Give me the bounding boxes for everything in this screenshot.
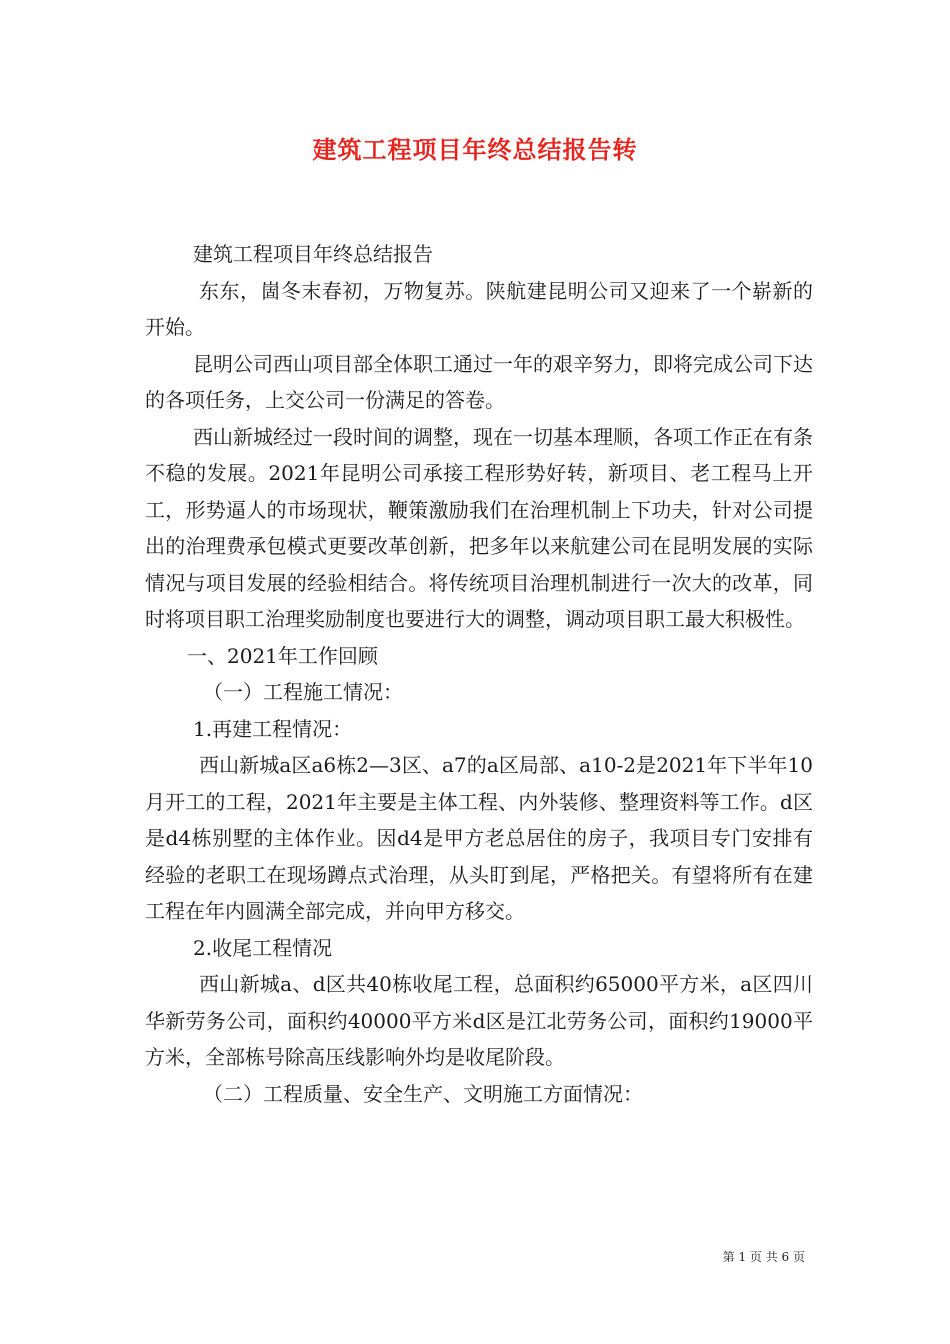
item-heading-finishing: 2.收尾工程情况 [193,935,333,960]
paragraph-intro: 东东，崮冬末春初，万物复苏。陕航建昆明公司又迎来了一个崭新的开始。 [145,278,813,339]
paragraph-team: 昆明公司西山项目部全体职工通过一年的艰辛努力，即将完成公司下达的各项任务，上交公司一份满足的答卷。 [145,351,813,412]
report-heading: 建筑工程项目年终总结报告 [193,242,433,266]
paragraph-ongoing: 西山新城a区a6栋2—3区、a7的a区局部、a10-2是2021年下半年10月开工的工程，2021年主要是主体工程、内外装修、整理资料等工作。d区是d4栋别墅的主体作业。因d4是甲方老总居住的房子，我项目专门安排有经验的老职工在现场蹲点式治理，从头盯到尾，严格把关。有望将所有在建工程在年内圆满全部完成，并向甲方移交。 [145,753,813,923]
item-heading-ongoing: 1.再建工程情况： [193,716,353,741]
subsection-heading-construction: （一）工程施工情况： [203,680,403,704]
document-title: 建筑工程项目年终总结报告转 [312,135,638,164]
paragraph-situation: 西山新城经过一段时间的调整，现在一切基本理顺，各项工作正在有条不稳的发展。2021年昆明公司承接工程形势好转，新项目、老工程马上开工，形势逼人的市场现状，鞭策激励我们在治理机制上下功夫，针对公司提出的治理费承包模式更要改革创新，把多年以来航建公司在昆明发展的实际情况与项目发展的经验相结合。将传统项目治理机制进行一次大的改革，同时将项目职工治理奖励制度也要进行大的调整，调动项目职工最大积极性。 [145,424,813,631]
document-body [145,236,813,1112]
page-number: 第 1 页 共 6 页 [722,1250,805,1264]
section-heading-review: 一、2021年工作回顾 [187,643,378,668]
paragraph-finishing: 西山新城a、d区共40栋收尾工程，总面积约65000平方米，a区四川华新劳务公司，面积约40000平方米d区是江北劳务公司，面积约19000平方米，全部栋号除高压线影响外均是收尾阶段。 [145,972,813,1069]
subsection-heading-quality: （二）工程质量、安全生产、文明施工方面情况： [203,1081,643,1106]
